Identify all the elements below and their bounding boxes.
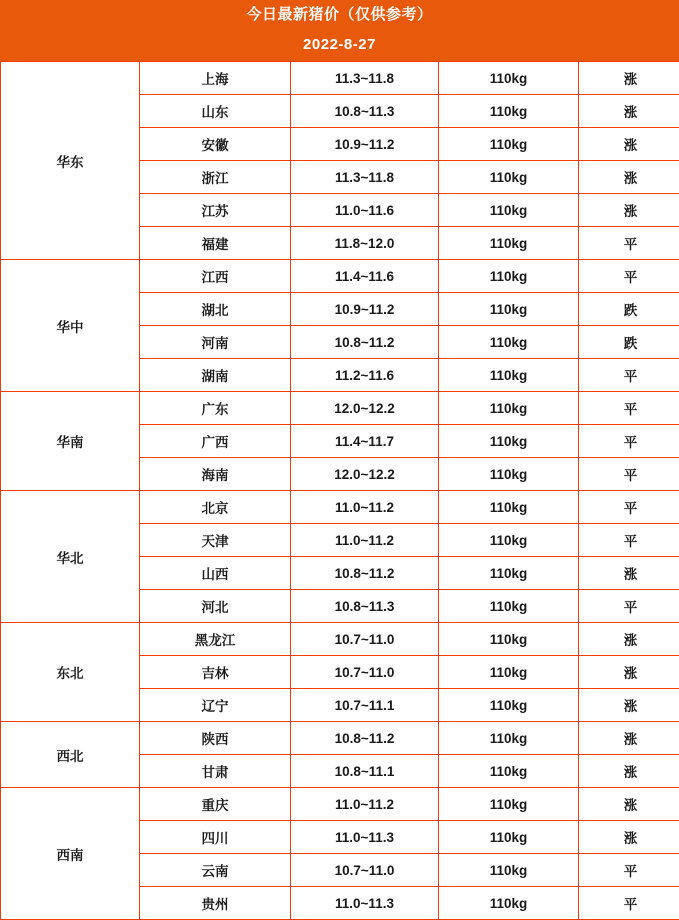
weight-cell: 110kg: [439, 491, 579, 524]
weight-cell: 110kg: [439, 722, 579, 755]
trend-cell: 平: [579, 227, 679, 260]
weight-cell: 110kg: [439, 425, 579, 458]
province-cell: 福建: [140, 227, 291, 260]
table-row: [1, 392, 679, 425]
table-row: [1, 491, 679, 524]
price-cell: 10.7~11.1: [291, 689, 439, 722]
price-cell: 10.8~11.1: [291, 755, 439, 788]
page-title: 今日最新猪价（仅供参考）: [0, 0, 679, 30]
weight-cell: 110kg: [439, 788, 579, 821]
province-cell: 贵州: [140, 887, 291, 920]
weight-cell: 110kg: [439, 227, 579, 260]
price-cell: 11.0~11.2: [291, 524, 439, 557]
trend-cell: 平: [579, 590, 679, 623]
price-cell: 12.0~12.2: [291, 458, 439, 491]
trend-cell: 平: [579, 260, 679, 293]
price-cell: 11.3~11.8: [291, 161, 439, 194]
province-cell: 黑龙江: [140, 623, 291, 656]
weight-cell: 110kg: [439, 458, 579, 491]
weight-cell: 110kg: [439, 821, 579, 854]
weight-cell: 110kg: [439, 194, 579, 227]
province-cell: 重庆: [140, 788, 291, 821]
weight-cell: 110kg: [439, 623, 579, 656]
price-cell: 11.0~11.2: [291, 788, 439, 821]
province-cell: 河北: [140, 590, 291, 623]
province-cell: 甘肃: [140, 755, 291, 788]
province-cell: 浙江: [140, 161, 291, 194]
province-cell: 海南: [140, 458, 291, 491]
province-cell: 四川: [140, 821, 291, 854]
province-cell: 北京: [140, 491, 291, 524]
price-cell: 11.0~11.3: [291, 887, 439, 920]
trend-cell: 平: [579, 392, 679, 425]
price-cell: 10.8~11.2: [291, 326, 439, 359]
table-row: [1, 722, 679, 755]
price-cell: 10.7~11.0: [291, 623, 439, 656]
weight-cell: 110kg: [439, 260, 579, 293]
trend-cell: 跌: [579, 326, 679, 359]
price-cell: 11.0~11.3: [291, 821, 439, 854]
weight-cell: 110kg: [439, 755, 579, 788]
price-cell: 10.7~11.0: [291, 854, 439, 887]
table-row: [1, 623, 679, 656]
region-cell: 华北: [1, 491, 140, 623]
weight-cell: 110kg: [439, 62, 579, 95]
trend-cell: 涨: [579, 95, 679, 128]
trend-cell: 平: [579, 887, 679, 920]
weight-cell: 110kg: [439, 359, 579, 392]
province-cell: 湖北: [140, 293, 291, 326]
province-cell: 山东: [140, 95, 291, 128]
trend-cell: 涨: [579, 161, 679, 194]
trend-cell: 平: [579, 425, 679, 458]
province-cell: 吉林: [140, 656, 291, 689]
price-cell: 11.0~11.6: [291, 194, 439, 227]
price-cell: 10.8~11.2: [291, 557, 439, 590]
trend-cell: 涨: [579, 557, 679, 590]
price-cell: 11.2~11.6: [291, 359, 439, 392]
trend-cell: 涨: [579, 821, 679, 854]
weight-cell: 110kg: [439, 689, 579, 722]
trend-cell: 平: [579, 524, 679, 557]
weight-cell: 110kg: [439, 590, 579, 623]
province-cell: 河南: [140, 326, 291, 359]
price-cell: 11.3~11.8: [291, 62, 439, 95]
price-cell: 11.4~11.7: [291, 425, 439, 458]
trend-cell: 平: [579, 458, 679, 491]
weight-cell: 110kg: [439, 656, 579, 689]
price-cell: 11.0~11.2: [291, 491, 439, 524]
province-cell: 陕西: [140, 722, 291, 755]
trend-cell: 平: [579, 854, 679, 887]
trend-cell: 涨: [579, 689, 679, 722]
weight-cell: 110kg: [439, 854, 579, 887]
trend-cell: 涨: [579, 656, 679, 689]
trend-cell: 平: [579, 359, 679, 392]
price-cell: 10.7~11.0: [291, 656, 439, 689]
table-row: [1, 788, 679, 821]
price-cell: 11.4~11.6: [291, 260, 439, 293]
date-header: 2022-8-27: [0, 30, 679, 61]
province-cell: 江苏: [140, 194, 291, 227]
trend-cell: 涨: [579, 755, 679, 788]
price-table-body: [1, 62, 679, 920]
province-cell: 山西: [140, 557, 291, 590]
price-cell: 10.8~11.2: [291, 722, 439, 755]
province-cell: 湖南: [140, 359, 291, 392]
weight-cell: 110kg: [439, 95, 579, 128]
province-cell: 天津: [140, 524, 291, 557]
trend-cell: 涨: [579, 194, 679, 227]
region-cell: 西北: [1, 722, 140, 788]
weight-cell: 110kg: [439, 326, 579, 359]
table-row: [1, 62, 679, 95]
province-cell: 安徽: [140, 128, 291, 161]
trend-cell: 跌: [579, 293, 679, 326]
province-cell: 云南: [140, 854, 291, 887]
province-cell: 辽宁: [140, 689, 291, 722]
weight-cell: 110kg: [439, 557, 579, 590]
weight-cell: 110kg: [439, 887, 579, 920]
price-cell: 10.9~11.2: [291, 128, 439, 161]
region-cell: 华南: [1, 392, 140, 491]
trend-cell: 涨: [579, 623, 679, 656]
trend-cell: 涨: [579, 722, 679, 755]
trend-cell: 涨: [579, 128, 679, 161]
region-cell: 华中: [1, 260, 140, 392]
table-row: [1, 260, 679, 293]
weight-cell: 110kg: [439, 392, 579, 425]
trend-cell: 涨: [579, 62, 679, 95]
weight-cell: 110kg: [439, 293, 579, 326]
province-cell: 江西: [140, 260, 291, 293]
price-cell: 12.0~12.2: [291, 392, 439, 425]
weight-cell: 110kg: [439, 524, 579, 557]
price-cell: 10.8~11.3: [291, 95, 439, 128]
trend-cell: 涨: [579, 788, 679, 821]
trend-cell: 平: [579, 491, 679, 524]
region-cell: 东北: [1, 623, 140, 722]
price-table: [0, 61, 679, 920]
region-cell: 华东: [1, 62, 140, 260]
price-cell: 10.9~11.2: [291, 293, 439, 326]
province-cell: 广西: [140, 425, 291, 458]
province-cell: 上海: [140, 62, 291, 95]
price-cell: 10.8~11.3: [291, 590, 439, 623]
province-cell: 广东: [140, 392, 291, 425]
weight-cell: 110kg: [439, 128, 579, 161]
region-cell: 西南: [1, 788, 140, 920]
price-cell: 11.8~12.0: [291, 227, 439, 260]
weight-cell: 110kg: [439, 161, 579, 194]
